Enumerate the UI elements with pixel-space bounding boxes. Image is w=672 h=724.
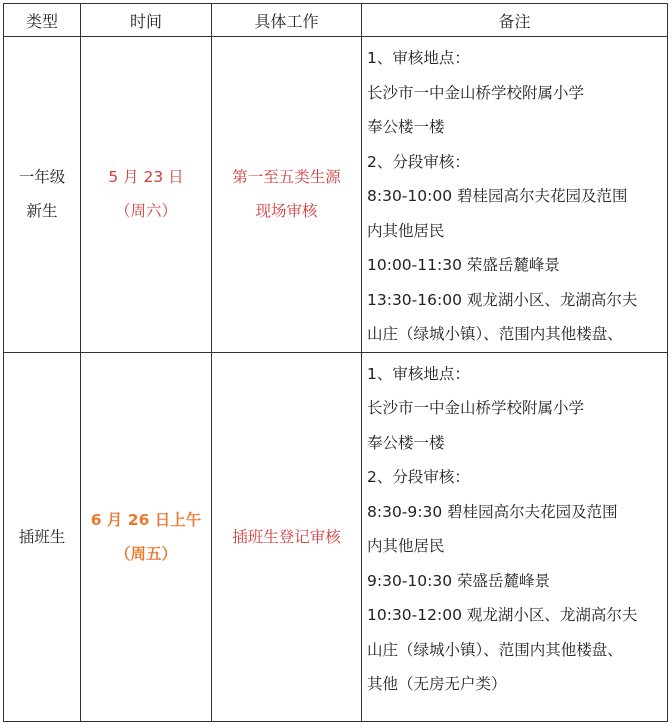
note-line: 2、分段审核： (367, 152, 470, 171)
header-type: 类型 (4, 4, 81, 37)
header-row (4, 4, 668, 37)
note-line: 10:00-11:30 荣盛岳麓峰景 (367, 256, 560, 274)
type-line: 新生 (26, 202, 58, 221)
note-line: 山庄（绿城小镇）、范围内其他楼盘、 (367, 325, 623, 343)
type-line: 插班生 (18, 527, 66, 546)
time-cell (81, 37, 212, 353)
note-line: 奉公楼一楼 (367, 433, 445, 452)
schedule-table (3, 3, 668, 722)
table-row (4, 352, 668, 721)
note-line: 其他（无房无户类） (367, 675, 507, 693)
note-line: 8:30-10:00 碧桂园高尔夫花园及范围 (367, 187, 628, 205)
weekday-text: （周六） (114, 202, 177, 221)
date-text: 6 月 26 日上午 (90, 510, 202, 529)
notes-cell (362, 37, 668, 353)
note-line: 长沙市一中金山桥学校附属小学 (367, 399, 585, 417)
work-line: 第一至五类生源 (232, 168, 341, 187)
header-time: 时间 (81, 4, 212, 37)
table-row (4, 37, 668, 353)
time-cell (81, 352, 212, 721)
note-line: 9:30-10:30 荣盛岳麓峰景 (367, 571, 550, 590)
type-cell (4, 37, 81, 353)
date-text: 5 月 23 日 (108, 168, 184, 187)
work-cell (212, 352, 362, 721)
note-line: 1、审核地点： (367, 364, 470, 383)
notes-cell (362, 352, 668, 721)
note-line: 内其他居民 (367, 221, 445, 240)
note-line: 2、分段审核： (367, 468, 470, 486)
note-line: 内其他居民 (367, 537, 445, 555)
header-work: 具体工作 (212, 4, 362, 37)
note-line: 奉公楼一楼 (367, 118, 445, 136)
type-cell (4, 352, 81, 721)
type-line: 一年级 (18, 168, 66, 187)
work-line: 现场审核 (255, 202, 318, 221)
weekday-text: （周五） (114, 544, 177, 563)
work-line: 插班生登记审核 (232, 527, 341, 546)
note-line: 1、审核地点： (367, 49, 470, 67)
note-line: 10:30-12:00 观龙湖小区、龙湖高尔夫 (367, 606, 638, 624)
work-cell (212, 37, 362, 353)
note-line: 8:30-9:30 碧桂园高尔夫花园及范围 (367, 502, 618, 521)
note-line: 13:30-16:00 观龙湖小区、龙湖高尔夫 (367, 290, 638, 309)
header-notes: 备注 (362, 4, 668, 37)
note-line: 山庄（绿城小镇）、范围内其他楼盘、 (367, 640, 623, 659)
note-line: 长沙市一中金山桥学校附属小学 (367, 83, 585, 102)
